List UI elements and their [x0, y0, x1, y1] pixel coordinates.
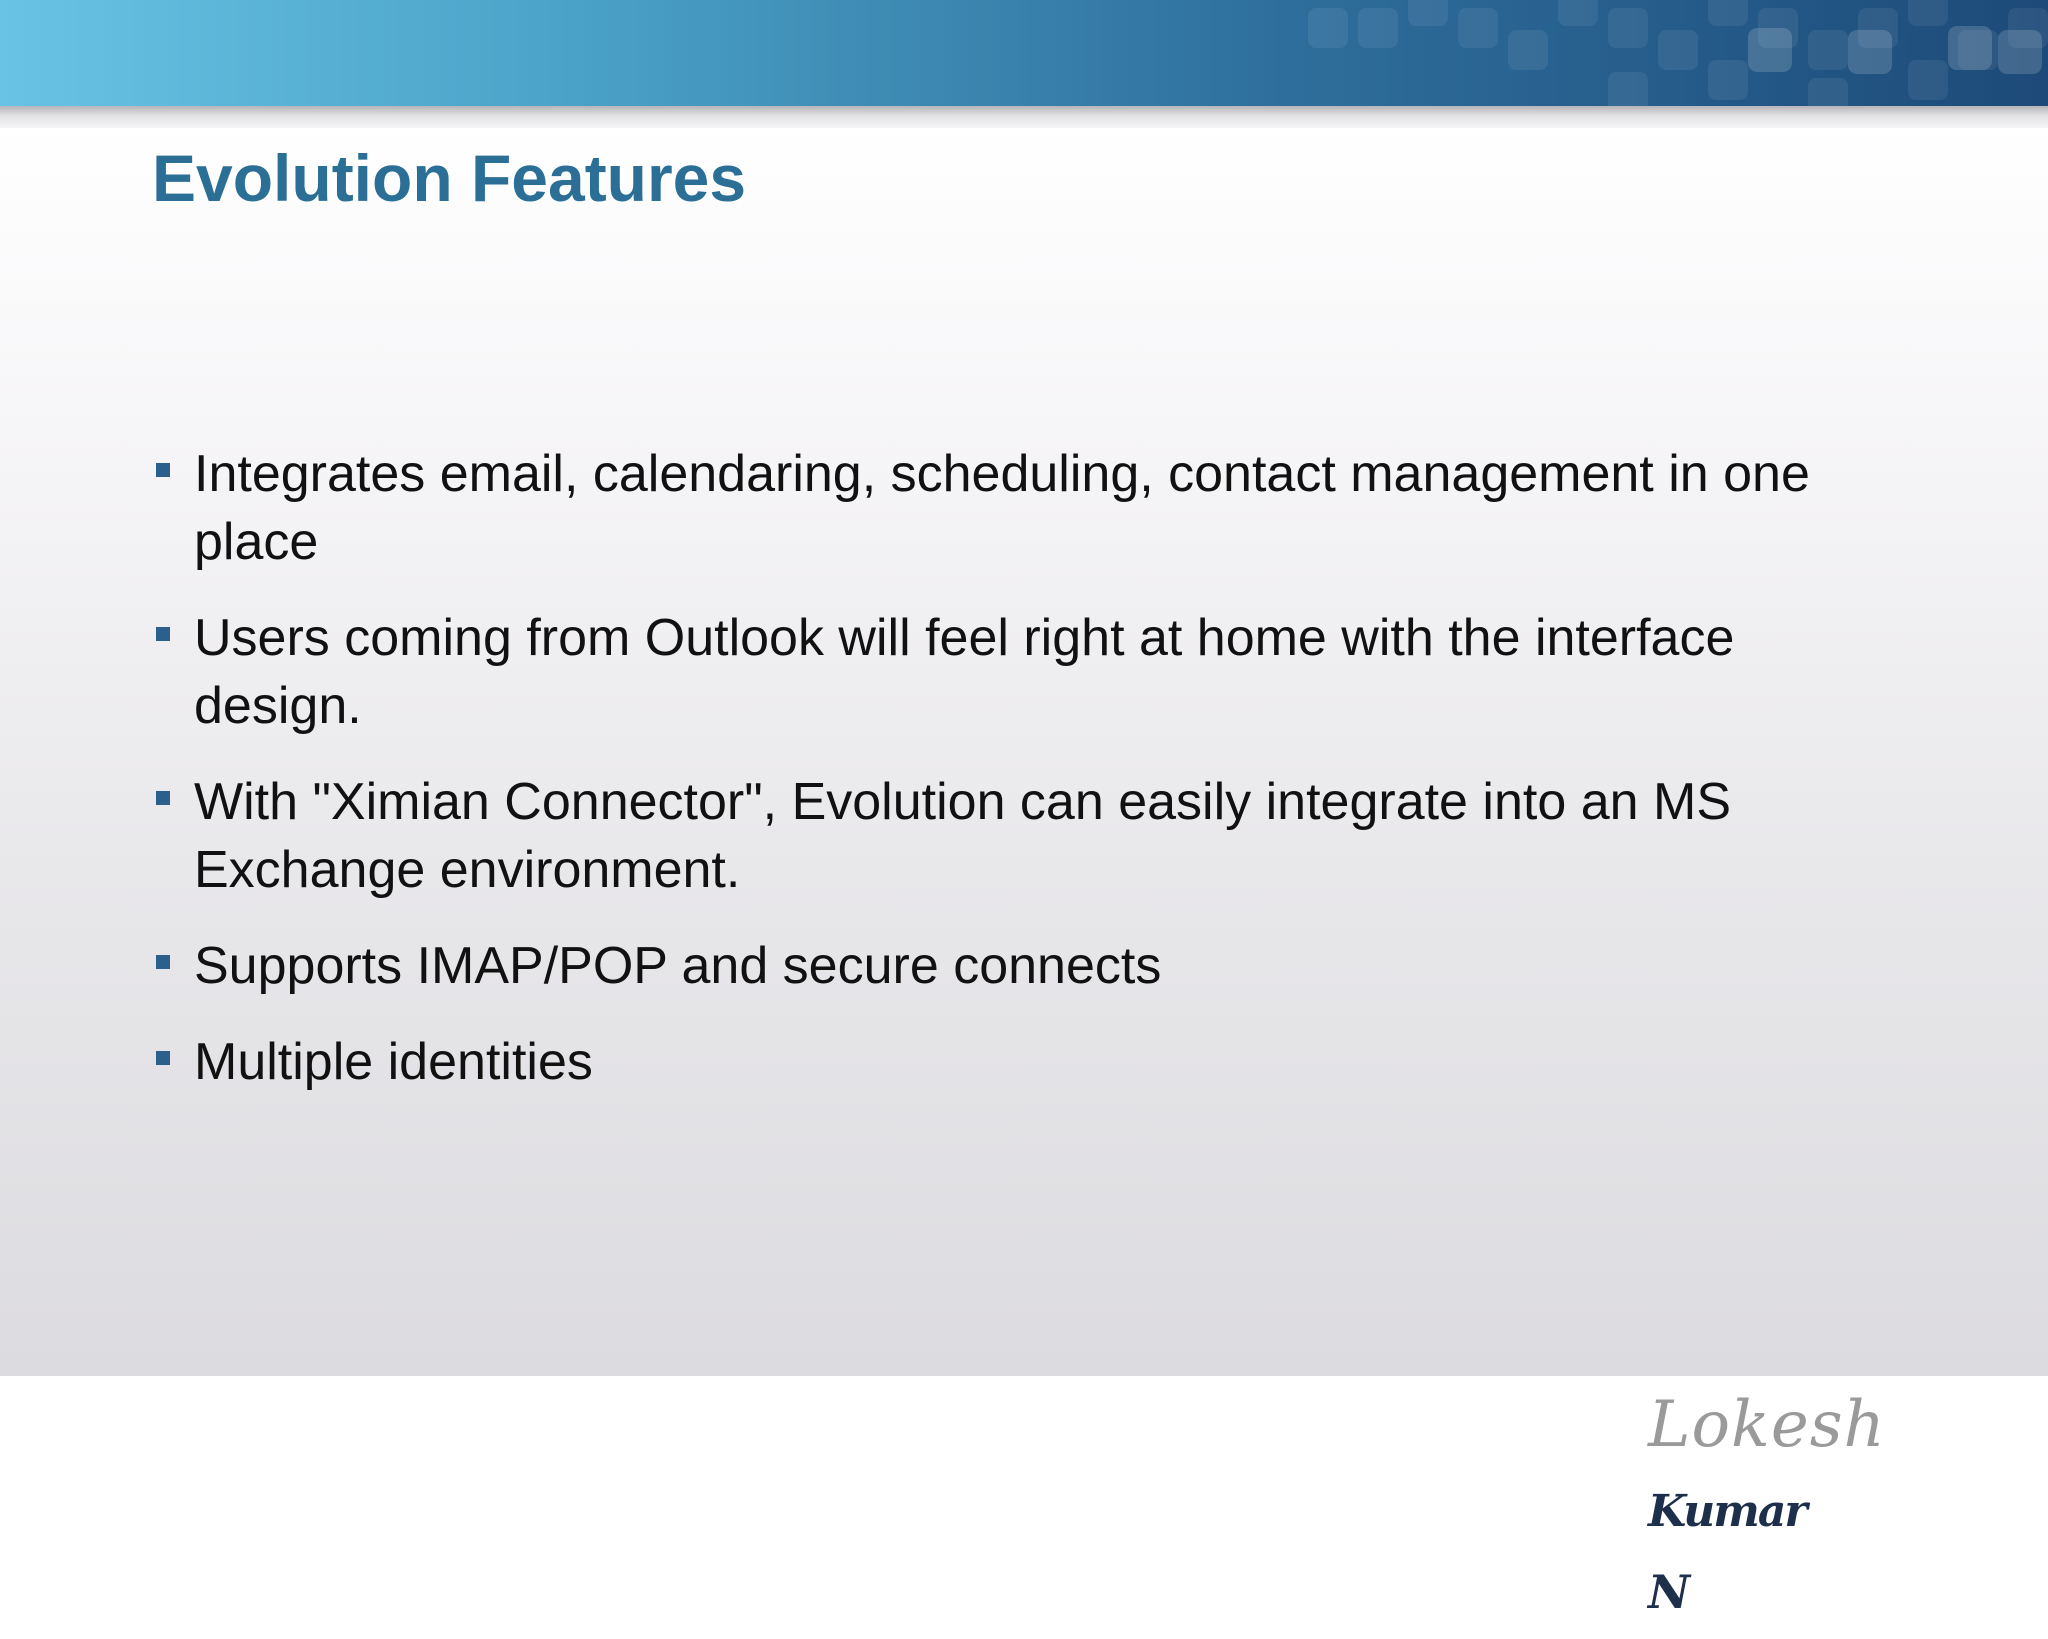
signature-last-name: Kumar [1648, 1486, 1806, 1537]
square-bullet-icon [156, 1051, 170, 1065]
bullet-text: Supports IMAP/POP and secure connects [194, 937, 1162, 995]
bullet-text: Integrates email, calendaring, scheduling, contact management in one place [194, 445, 1810, 571]
bullet-item [152, 604, 1912, 740]
bullet-item [152, 932, 1912, 1000]
square-bullet-icon [156, 791, 170, 805]
square-bullet-icon [156, 627, 170, 641]
bullet-item [152, 768, 1912, 904]
bullet-text: With "Ximian Connector", Evolution can easily integrate into an MS Exchange environment. [194, 773, 1731, 899]
bullet-list [152, 440, 1912, 1124]
signature-initial: N [1648, 1565, 1691, 1619]
slide-title: Evolution Features [152, 141, 747, 215]
square-bullet-icon [156, 463, 170, 477]
bullet-text: Multiple identities [194, 1033, 593, 1091]
banner-tile-pattern [1048, 0, 2048, 106]
author-signature [1648, 1390, 2038, 1639]
bullet-item [152, 1028, 1912, 1096]
header-shadow [0, 106, 2048, 128]
bullet-item [152, 440, 1912, 576]
header-banner [0, 0, 2048, 106]
signature-first-name: Lokesh [1648, 1388, 1886, 1462]
square-bullet-icon [156, 955, 170, 969]
bullet-text: Users coming from Outlook will feel right at home with the interface design. [194, 609, 1735, 735]
